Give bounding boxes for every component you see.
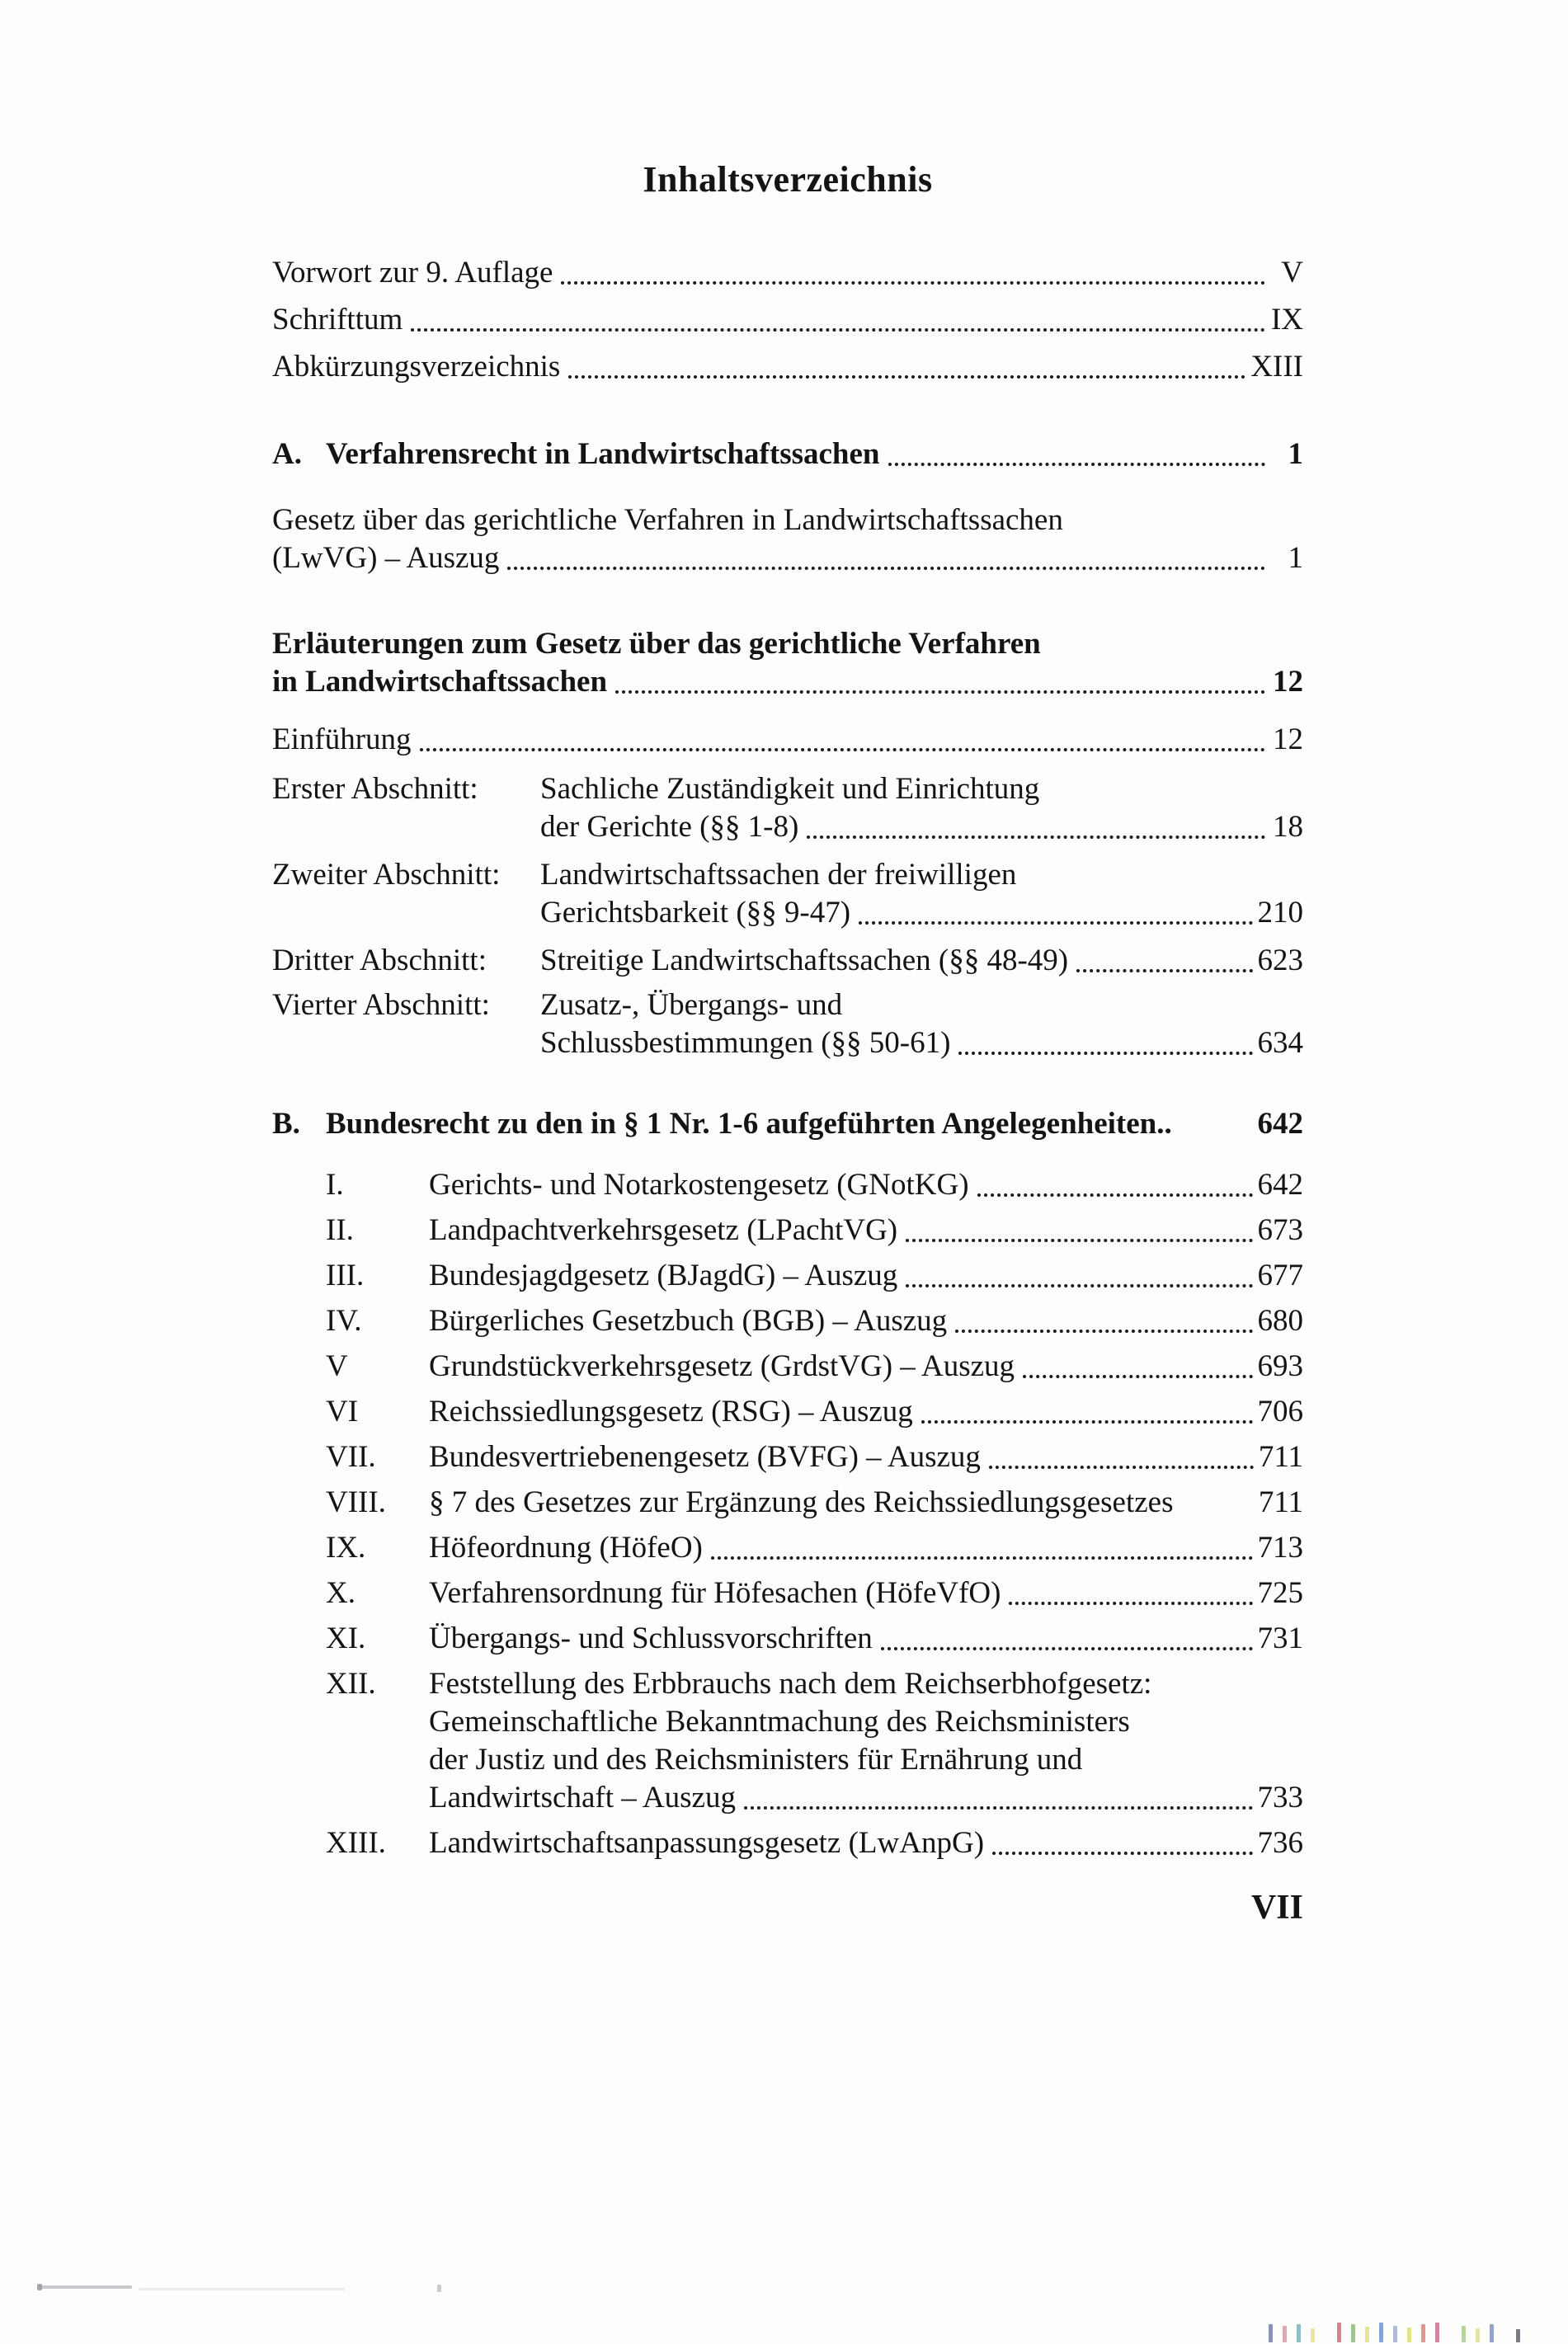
toc-entry-b10 <box>326 1574 1303 1612</box>
toc-entry-zweiter-abschnitt <box>272 856 1303 932</box>
dot-leader <box>711 1556 1253 1560</box>
page-ref: 731 <box>1257 1622 1303 1655</box>
entry-label: § 7 des Gesetzes zur Ergänzung des Reichssiedlungsgesetzes <box>429 1485 1174 1519</box>
roman-numeral: XI. <box>326 1622 366 1655</box>
entry-body <box>429 1620 1303 1658</box>
dot-leader <box>921 1420 1253 1424</box>
page-ref: 711 <box>1258 1485 1303 1519</box>
color-calibration-tick <box>1283 2326 1287 2342</box>
page-ref: XIII <box>1250 350 1303 384</box>
entry-line <box>540 808 1303 846</box>
toc-entry-b2 <box>326 1212 1303 1250</box>
dot-leader <box>881 1647 1253 1650</box>
page-ref: 733 <box>1257 1781 1303 1814</box>
entry-label: Feststellung des Erbbrauchs nach dem Reichserbhofgesetz: <box>429 1667 1152 1701</box>
entry-body <box>429 1438 1303 1476</box>
dot-leader <box>992 1852 1252 1855</box>
roman-numeral: IV. <box>326 1304 362 1338</box>
toc-entry-b5 <box>326 1348 1303 1386</box>
entry-line <box>429 1484 1303 1522</box>
page-ref: V <box>1281 256 1303 289</box>
entry-body <box>429 1824 1303 1862</box>
dot-leader <box>859 921 1252 925</box>
color-calibration-tick <box>1407 2328 1411 2342</box>
page-ref: 1 <box>1288 437 1303 471</box>
toc-entry-b3 <box>326 1257 1303 1295</box>
page-ref: 1 <box>1288 541 1303 575</box>
color-calibration-tick <box>1311 2328 1315 2342</box>
page-ref: 12 <box>1273 665 1303 699</box>
toc-entry-abkuerzungen <box>272 348 1303 386</box>
entry-line <box>429 1348 1303 1386</box>
page-ref: 677 <box>1257 1259 1303 1292</box>
section-letter: B. <box>272 1107 300 1141</box>
entry-label: Bürgerliches Gesetzbuch (BGB) – Auszug <box>429 1304 948 1338</box>
dot-leader <box>411 328 1265 332</box>
section-b-list <box>272 1166 1303 1862</box>
entry-line <box>429 1620 1303 1658</box>
color-calibration-tick <box>1365 2327 1369 2342</box>
toc-entry-b12 <box>326 1665 1303 1817</box>
entry-body <box>429 1393 1303 1431</box>
toc-entry-erlaeuterungen <box>272 625 1303 701</box>
entry-body <box>429 1257 1303 1295</box>
dot-leader <box>744 1806 1253 1810</box>
entry-line <box>429 1166 1303 1204</box>
color-calibration-tick <box>1337 2323 1341 2342</box>
entry-body <box>429 1529 1303 1567</box>
section-heading-text: Verfahrensrecht in Landwirtschaftssachen <box>326 437 880 471</box>
entry-label: Schlussbestimmungen (§§ 50-61) <box>540 1026 951 1060</box>
toc-entry-b4 <box>326 1302 1303 1340</box>
entry-line <box>429 1703 1303 1741</box>
entry-label: Sachliche Zuständigkeit und Einrichtung <box>540 772 1040 806</box>
page-ref: 713 <box>1257 1531 1303 1565</box>
entry-label: Zusatz-, Übergangs- und <box>540 988 843 1022</box>
entry-label: Abkürzungsverzeichnis <box>272 350 561 384</box>
dot-leader <box>955 1330 1252 1333</box>
entry-line <box>429 1779 1303 1817</box>
folio-page-number: VII <box>1250 1889 1303 1927</box>
color-calibration-tick <box>1297 2324 1301 2342</box>
entry-line <box>540 1024 1303 1062</box>
entry-label: Gerichts- und Notarkostengesetz (GNotKG) <box>429 1168 969 1202</box>
dot-leader <box>906 1284 1252 1287</box>
abschnitt-label: Vierter Abschnitt: <box>272 988 490 1022</box>
toc-entry-b8 <box>326 1484 1303 1522</box>
entry-label: Streitige Landwirtschaftssachen (§§ 48-49) <box>540 944 1069 977</box>
entry-line <box>272 539 1303 577</box>
entry-line <box>429 1302 1303 1340</box>
entry-line <box>429 1824 1303 1862</box>
page-ref: 693 <box>1257 1349 1303 1383</box>
entry-line <box>540 942 1303 980</box>
page-ref: 706 <box>1257 1395 1303 1429</box>
entry-line <box>272 501 1303 539</box>
roman-numeral: X. <box>326 1576 356 1610</box>
page-ref: 634 <box>1257 1026 1303 1060</box>
entry-label: der Gerichte (§§ 1-8) <box>540 810 799 844</box>
entry-label: Gesetz über das gerichtliche Verfahren in Landwirtschaftssachen <box>272 503 1063 537</box>
entry-body <box>429 1484 1303 1522</box>
toc-entry-schrifttum <box>272 301 1303 339</box>
color-calibration-tick <box>1462 2326 1466 2342</box>
dot-leader <box>1023 1375 1252 1378</box>
entry-line <box>429 1741 1303 1779</box>
entry-label: Landpachtverkehrsgesetz (LPachtVG) <box>429 1213 898 1247</box>
entry-label: Schrifttum <box>272 303 403 337</box>
roman-numeral: XII. <box>326 1667 376 1701</box>
front-matter-list <box>272 254 1303 386</box>
toc-entry-b1 <box>326 1166 1303 1204</box>
color-calibration-tick <box>1516 2329 1520 2342</box>
page-ref: 18 <box>1273 810 1303 844</box>
pencil-tick <box>437 2285 441 2292</box>
page-ref: 680 <box>1257 1304 1303 1338</box>
entry-body <box>429 1348 1303 1386</box>
entry-line <box>429 1529 1303 1567</box>
pencil-smudge <box>139 2288 345 2290</box>
entry-line <box>429 1257 1303 1295</box>
entry-line <box>272 663 1303 701</box>
toc-entry-b11 <box>326 1620 1303 1658</box>
roman-numeral: III. <box>326 1259 365 1292</box>
toc-entry-einfuehrung <box>272 721 1303 759</box>
abschnitt-label: Dritter Abschnitt: <box>272 944 487 977</box>
page-title: Inhaltsverzeichnis <box>643 159 933 200</box>
entry-label: Verfahrensordnung für Höfesachen (HöfeVfO) <box>429 1576 1001 1610</box>
toc-entry-b9 <box>326 1529 1303 1567</box>
abschnitt-body <box>540 942 1303 980</box>
toc-entry-b6 <box>326 1393 1303 1431</box>
toc-content <box>272 0 1303 1927</box>
dot-leader <box>1076 969 1252 972</box>
section-heading-text: Bundesrecht zu den in § 1 Nr. 1-6 aufgeführten Angelegenheiten.. <box>326 1107 1172 1141</box>
entry-label: Grundstückverkehrsgesetz (GrdstVG) – Auszug <box>429 1349 1015 1383</box>
color-calibration-tick <box>1476 2328 1480 2342</box>
entry-label: (LwVG) – Auszug <box>272 541 500 575</box>
abschnitt-label: Zweiter Abschnitt: <box>272 858 501 892</box>
roman-numeral: XIII. <box>326 1826 386 1860</box>
entry-line <box>429 1438 1303 1476</box>
abschnitt-label: Erster Abschnitt: <box>272 772 478 806</box>
dot-leader <box>615 690 1265 694</box>
entry-label: Landwirtschaftsanpassungsgesetz (LwAnpG) <box>429 1826 985 1860</box>
page-ref: 210 <box>1257 896 1303 930</box>
entry-label: der Justiz und des Reichsministers für Ernährung und <box>429 1743 1083 1777</box>
roman-numeral: I. <box>326 1168 344 1202</box>
abschnitt-body <box>540 986 1303 1062</box>
entry-body <box>429 1302 1303 1340</box>
color-calibration-tick <box>1421 2324 1425 2342</box>
color-calibration-tick <box>1393 2326 1397 2342</box>
color-calibration-tick <box>1351 2324 1355 2342</box>
roman-numeral: VII. <box>326 1440 376 1474</box>
toc-entry-b7 <box>326 1438 1303 1476</box>
abschnitt-body <box>540 770 1303 846</box>
abschnitt-body <box>540 856 1303 932</box>
color-calibration-tick <box>1269 2324 1273 2342</box>
color-strip <box>1259 2323 1520 2342</box>
roman-numeral: VI <box>326 1395 359 1429</box>
dot-leader <box>906 1239 1252 1242</box>
page-ref: 711 <box>1258 1440 1303 1474</box>
entry-line <box>429 1393 1303 1431</box>
entry-line <box>429 1212 1303 1250</box>
entry-line <box>429 1574 1303 1612</box>
page-ref: 642 <box>1257 1168 1303 1202</box>
entry-label: Landwirtschaft – Auszug <box>429 1781 736 1814</box>
dot-leader <box>958 1052 1252 1055</box>
toc-entry-vierter-abschnitt <box>272 986 1303 1062</box>
page-ref: IX <box>1270 303 1303 337</box>
roman-numeral: IX. <box>326 1531 366 1565</box>
entry-line <box>540 770 1303 808</box>
entry-label: in Landwirtschaftssachen <box>272 665 608 699</box>
color-calibration-tick <box>1435 2323 1439 2342</box>
entry-label: Einführung <box>272 722 412 756</box>
toc-entry-erster-abschnitt <box>272 770 1303 846</box>
page-ref: 623 <box>1257 944 1303 977</box>
entry-line <box>540 894 1303 932</box>
entry-label: Gerichtsbarkeit (§§ 9-47) <box>540 896 851 930</box>
entry-line <box>429 1665 1303 1703</box>
page-ref: 736 <box>1257 1826 1303 1860</box>
dot-leader <box>507 567 1265 570</box>
dot-leader <box>989 1466 1254 1469</box>
toc-entry-b13 <box>326 1824 1303 1862</box>
entry-line <box>540 856 1303 894</box>
dot-leader <box>420 748 1265 751</box>
dot-leader <box>1009 1602 1252 1605</box>
dot-leader <box>888 463 1266 466</box>
entry-line <box>272 625 1303 663</box>
section-b-heading <box>272 1105 1303 1143</box>
entry-label: Übergangs- und Schlussvorschriften <box>429 1622 873 1655</box>
roman-numeral: II. <box>326 1213 354 1247</box>
dot-leader <box>561 281 1265 285</box>
pencil-line <box>37 2285 132 2289</box>
page-ref: 12 <box>1273 722 1303 756</box>
entry-label: Reichssiedlungsgesetz (RSG) – Auszug <box>429 1395 913 1429</box>
page-ref: 642 <box>1257 1107 1303 1141</box>
toc-entry-vorwort <box>272 254 1303 292</box>
entry-label: Vorwort zur 9. Auflage <box>272 256 553 289</box>
entry-label: Gemeinschaftliche Bekanntmachung des Reichsministers <box>429 1705 1130 1739</box>
entry-label: Landwirtschaftssachen der freiwilligen <box>540 858 1017 892</box>
toc-entry-lwvg <box>272 501 1303 577</box>
entry-body <box>429 1574 1303 1612</box>
dot-leader <box>807 835 1265 839</box>
dot-leader <box>568 375 1245 379</box>
section-letter: A. <box>272 437 302 471</box>
page-ref: 725 <box>1257 1576 1303 1610</box>
entry-label: Höfeordnung (HöfeO) <box>429 1531 703 1565</box>
entry-body <box>429 1166 1303 1204</box>
color-calibration-tick <box>1379 2323 1383 2342</box>
entry-label: Erläuterungen zum Gesetz über das gerichtliche Verfahren <box>272 627 1041 661</box>
roman-numeral: V <box>326 1349 348 1383</box>
color-calibration-tick <box>1490 2324 1494 2342</box>
entry-line <box>540 986 1303 1024</box>
entry-label: Bundesvertriebenengesetz (BVFG) – Auszug <box>429 1440 981 1474</box>
toc-entry-dritter-abschnitt <box>272 942 1303 980</box>
entry-label: Bundesjagdgesetz (BJagdG) – Auszug <box>429 1259 898 1292</box>
section-a-heading <box>272 435 1303 473</box>
dot-leader <box>977 1193 1253 1197</box>
page-ref: 673 <box>1257 1213 1303 1247</box>
entry-body <box>429 1212 1303 1250</box>
entry-body <box>429 1665 1303 1817</box>
roman-numeral: VIII. <box>326 1485 386 1519</box>
